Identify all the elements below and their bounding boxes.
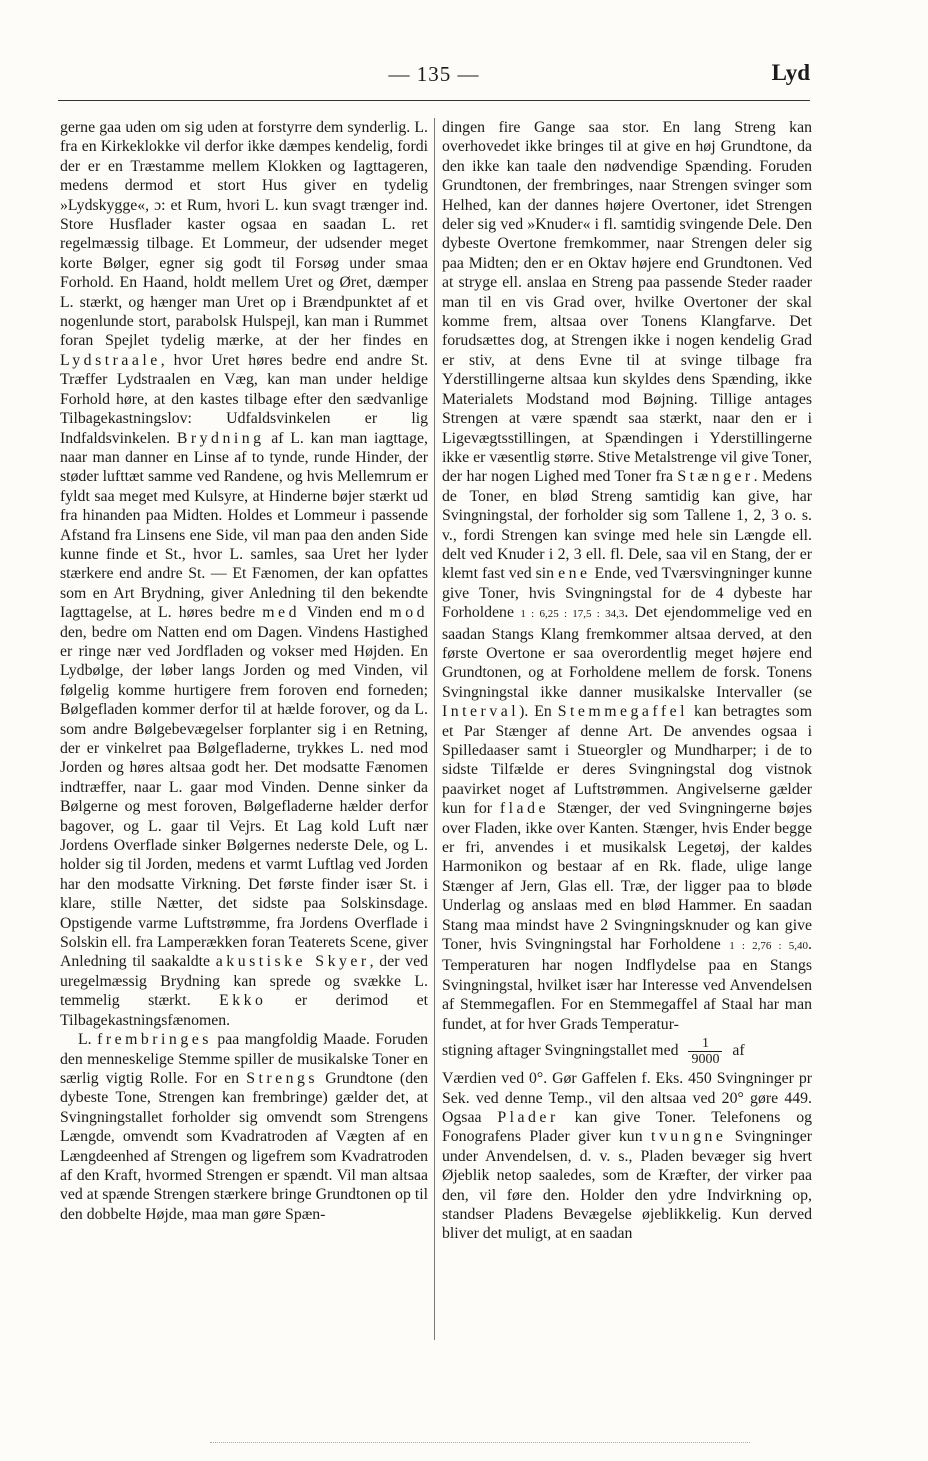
left-column [60,118,428,1224]
fraction-denominator: 9000 [691,1052,720,1068]
fraction [688,1036,722,1067]
right-paragraph: dingen fire Gange saa stor. En lang Streng kan overhovedet ikke bringes til at give en høj Grundtone, da den ikke kan taale den nødvendige Spænding. Foruden Grundtonen, der frembringes, naar Strengen svinger som Helhed, kan der dannes højere Overtoner, idet Strengen deler sig ved »Knuder« i fl. samtidig svingende Dele. Den dybeste Overtone fremkommer, naar Strengen deler sig paa Midten; den er en Oktav højere end Grundtonen. Ved at stryge ell. anslaa en Streng paa passende Steder raader man til en vis Grad over, hvilke Overtoner der skal komme frem, altsaa over Tonens Klangfarve. Det forudsættes dog, at Strengen ikke i nogen kendelig Grad er stiv, at dens Evne til at svinge tilbage fra Yderstillingerne altsaa kun skyldes dens Spænding, ikke Materialets Modstand mod Bøjning. Tillige antages Strengen at være spændt saa stærkt, naar den er i Ligevægtsstillingen, at Spændingen i Yderstillingerne ikke er væsentlig større. Stive Metalstrenge vil give Toner, der har nogen Lighed med Toner fra Stænger. Medens de Toner, en blød Streng samtidig kan give, har Svingningstal, der forholder sig som Tallene 1, 2, 3 o. s. v., fordi Strengen kan svinge med hele sin Længde ell. delt ved Knuder i 2, 3 ell. fl. Dele, saa vil en Stang, der er klemt fast ved sin ene Ende, ved Tværsvingninger kunne give Toner, hvis Svingningstal for de 4 dybeste har Forholdene 1 : 6,25 : 17,5 : 34,3. Det ejendommelige ved en saadan Stangs Klang fremkommer altsaa derved, at den første Overtone er saa overordentlig meget højere end Grundtonen, og at Forholdene mellem de forsk. Tonens Svingningstal ikke danner musikalske Intervaller (se Interval). En Stemmegaffel kan betragtes som et Par Stænger af denne Art. De anvendes ogsaa i Spilledaaser samt i Stueorgler og Mundharper; i de to sidste Tilfælde er deres Svingningstal dog vistnok paavirket noget af Luftstrømmen. Angivelserne gælder kun for flade Stænger, der ved Svingningerne bøjes over Fladen, ikke over Kanten. Stænger, hvis Ender begge er fri, anvendes i et musikalsk Legetøj, der kaldes Harmonikon og bestaar af en Rk. flade, ulige lange Stænger af Jern, Glas ell. Træ, der ligger paa to bløde Underlag og anslaas med en blød Hammer. En saadan Stang maa mindst have 2 Svingningsknuder og kan give Toner, hvis Svingningstal har Forholdene 1 : 2,76 : 5,40. Temperaturen har nogen Indflydelse paa en Stangs Svingningstal, hvilket især har Interesse ved Anvendelsen af Stemmegaflen. For en Stemmegaffel af Staal har man fundet, at for hver Grads Temperatur- stigning aftager Svingningstallet med $\frac{1}{9000}$ af Værdien ved 0°. Gør Gaffelen f. Eks. 450 Svingninger pr Sek. ved denne Temp., vil den altsaa ved 20° gøre 449. Ogsaa Plader kan give Toner. Telefonens og Fonografens Plader giver kun tvungne Svingninger under Anvendelsen, d. v. s., Pladen bevæger sig hvert Øjeblik netop saaledes, som de Kræfter, der virker paa den, vil føre den. Holder den ydre Indvirkning op, standser Pladens Bevægelse øjeblikkelig. Kun derved bliver det muligt, at en saadan [442,119,813,1243]
ratio-rod: 1 : 6,25 : 17,5 : 34,3 [520,608,625,621]
fraction-numerator: 1 [688,1036,722,1052]
page-header [58,60,810,94]
page-bottom-edge [210,1442,750,1443]
column-divider [434,118,435,1340]
header-rule [58,100,810,101]
fraction-line: stigning aftager Svingningstallet med $\frac{1}{9000}$ af [442,1036,745,1068]
right-column [442,118,812,1244]
running-head: Lyd [771,60,810,85]
page-number: — 135 — [388,62,480,86]
left-paragraph-1: gerne gaa uden om sig uden at forstyrre dem synderlig. L. fra en Kirkeklokke vil derfor ikke dæmpes kendelig, fordi der er en Træstamme mellem Klokken og Iagttageren, medens dermod et stort Hus giver en tydelig »Lydskygge«, ɔ: et Rum, hvori L. kun svagt trænger ind. Store Husflader kaster ogsaa en saadan L. ret regelmæssig tilbage. Et Lommeur, der udsender meget korte Bølger, egner sig godt til Forsøg under smaa Forhold. En Haand, holdt mellem Uret og Øret, dæmper L. stærkt, og hænger man Uret op i Brændpunktet af et nogenlunde stort, parabolsk Hulspejl, kan man i Rummet foran Spejlet tydelig mærke, at der her findes en Lydstraale, hvor Uret høres bedre end andre St. Træffer Lydstraalen en Væg, kan man under heldige Forhold høre, at den kastes tilbage efter den sædvanlige Tilbagekastningslov: Udfaldsvinkelen er lig Indfaldsvinkelen. Brydning af L. kan man iagttage, naar man danner en Linse af to tynde, runde Hinder, der støder lufttæt samme ved Randene, og hvis Mellemrum er fyldt saa meget med Kulsyre, at Hinderne bøjer stærkt ud fra hinanden paa Midten. Holdes et Lommeur i passende Afstand fra Linsens ene Side, vil man paa den anden Side kunne finde et St., hvor L. samles, saa Uret her lyder stærkere end andre St. — Et Fænomen, der kan opfattes som en Art Brydning, giver Anledning til den bekendte Iagttagelse, at L. høres bedre med Vinden end mod den, bedre om Natten end om Dagen. Vindens Hastighed er ringe nær ved Jordfladen og vokser med Højden. En Lydbølge, der løber langs Jorden og med Vinden, vil følgelig komme hurtigere frem foroven end forneden; Bølgefladen kommer derfor til at hælde forover, og da L. som andre Bølgebevægelser forplanter sig i en Retning, der er vinkelret paa Bølgefladerne, trykkes L. ned mod Jorden og høres altsaa godt her. Det modsatte Fænomen indtræffer, naar L. gaar mod Vinden. Denne sinker da Bølgerne og mest foroven, Bølgefladerne hælder derfor bagover, og L. gaar til Vejrs. Et Lag kold Luft nær Jordens Overflade sinker Bølgernes nederste Dele, og L. holder sig til Jorden, medens et varmt Luftlag ved Jorden har den modsatte Virkning. Det første finder især St. i klare, stille Nætter, det sidste paa Solskinsdage. Opstigende varme Luftstrømme, fra Jordens Overflade i Solskin ell. fra Lamperækken foran Teaterets Scene, giver Anledning til saakaldte akustiske Skyer, der ved uregelmæssig Brydning kan sprede og svække L. temmelig stærkt. Ekko er derimod et Tilbagekastningsfænomen. [60,119,429,1029]
left-paragraph-2: L. frembringes paa mangfoldig Maade. Foruden den menneskelige Stemme spiller de musikalske Toner en særlig vigtig Rolle. For en Strengs Grundtone (den dybeste Tone, Strengen kan frembringe) gælder det, at Svingningstallet forholder sig omvendt som Strengens Længde, omvendt som Kvadratroden af Vægten af en Længdeenhed af Strengen og ligefrem som Kvadratroden af den Kraft, hvormed Strengen er spændt. Vil man altsaa ved at spænde Strengen stærkere bringe Grundtonen op til den dobbelte Højde, maa man gøre Spæn- [60,1031,429,1223]
ratio-plate: 1 : 2,76 : 5,40 [729,940,809,953]
